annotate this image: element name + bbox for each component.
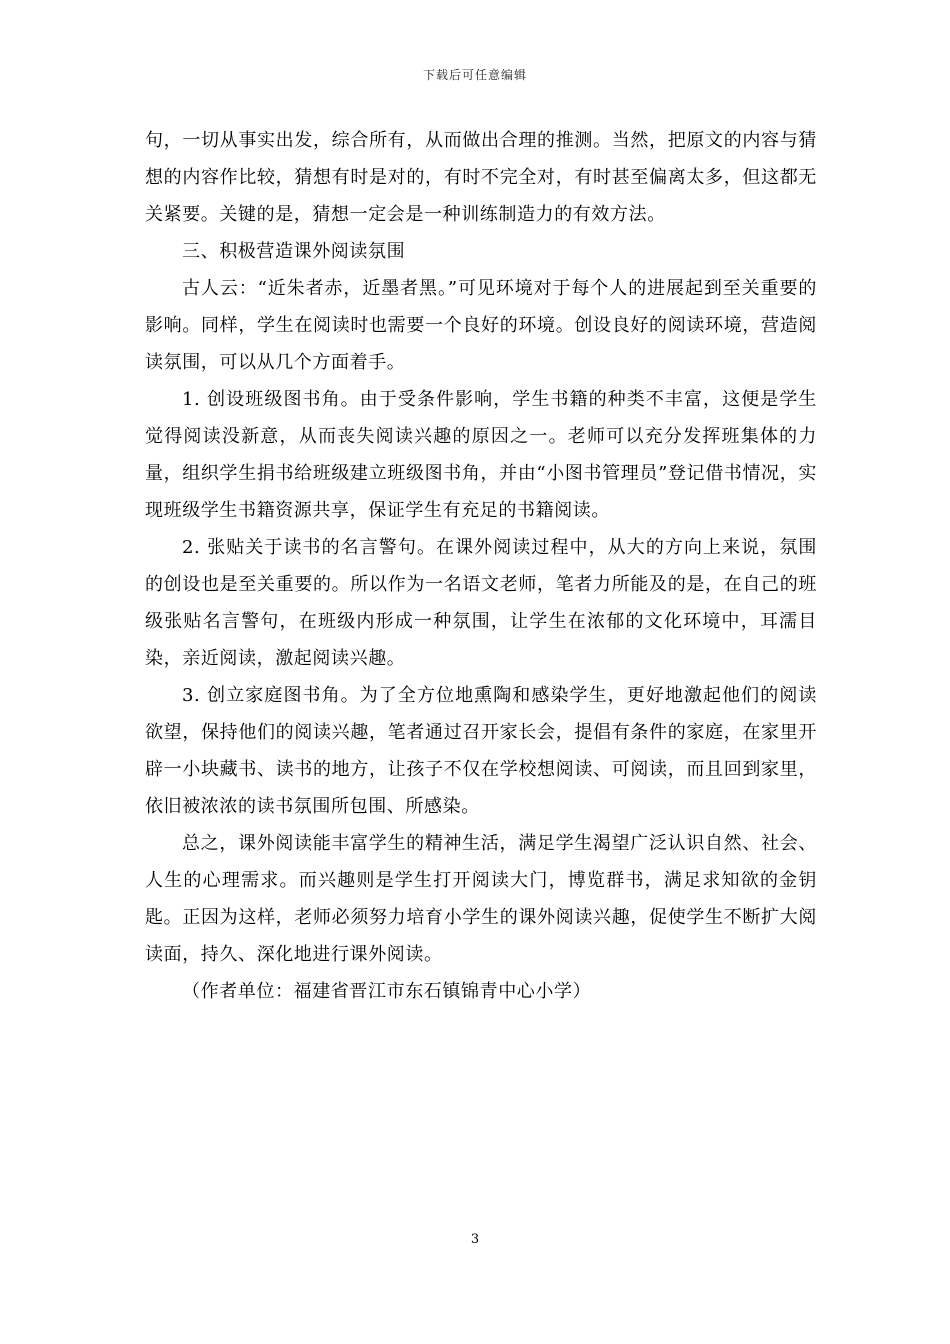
paragraph-continued: 句，一切从事实出发，综合所有，从而做出合理的推测。当然，把原文的内容与猜想的内容作比较，猜想有时是对的，有时不完全对，有时甚至偏离太多，但这都无关紧要。关键的是，猜想一定会是一种训练制造力的有效方法。 xyxy=(145,130,817,225)
section-heading: 三、积极营造课外阅读氛围 xyxy=(182,241,406,262)
paragraph-item-2: 2. 张贴关于读书的名言警句。在课外阅读过程中，从大的方向上来说，氛围的创设也是至关重要的。所以作为一名语文老师，笔者力所能及的是，在自己的班级张贴名言警句，在班级内形成一种氛围，让学生在浓郁的文化环境中，耳濡目染，亲近阅读，激起阅读兴趣。 xyxy=(145,537,817,669)
page-header: 下载后可任意编辑 xyxy=(422,68,527,82)
document-body xyxy=(145,122,817,1010)
page-number: 3 xyxy=(470,1232,480,1247)
paragraph-item-3: 3. 创立家庭图书角。为了全方位地熏陶和感染学生，更好地激起他们的阅读欲望，保持他们的阅读兴趣，笔者通过召开家长会，提倡有条件的家庭，在家里开辟一小块藏书、读书的地方，让孩子不仅在学校想阅读、可阅读，而且回到家里，依旧被浓浓的读书氛围所包围、所感染。 xyxy=(145,685,817,817)
paragraph-item-1: 1. 创设班级图书角。由于受条件影响，学生书籍的种类不丰富，这便是学生觉得阅读没新意，从而丧失阅读兴趣的原因之一。老师可以充分发挥班集体的力量，组织学生捐书给班级建立班级图书角，并由“小图书管理员”登记借书情况，实现班级学生书籍资源共享，保证学生有充足的书籍阅读。 xyxy=(145,389,817,521)
author-affiliation: （作者单位：福建省晋江市东石镇锦青中心小学） xyxy=(182,981,592,1002)
paragraph-conclusion: 总之，课外阅读能丰富学生的精神生活，满足学生渴望广泛认识自然、社会、人生的心理需求。而兴趣则是学生打开阅读大门，博览群书，满足求知欲的金钥匙。正因为这样，老师必须努力培育小学生的课外阅读兴趣，促使学生不断扩大阅读面，持久、深化地进行课外阅读。 xyxy=(145,833,817,965)
paragraph-intro: 古人云：“近朱者赤，近墨者黑。”可见环境对于每个人的进展起到至关重要的影响。同样，学生在阅读时也需要一个良好的环境。创设良好的阅读环境，营造阅读氛围，可以从几个方面着手。 xyxy=(145,278,817,373)
